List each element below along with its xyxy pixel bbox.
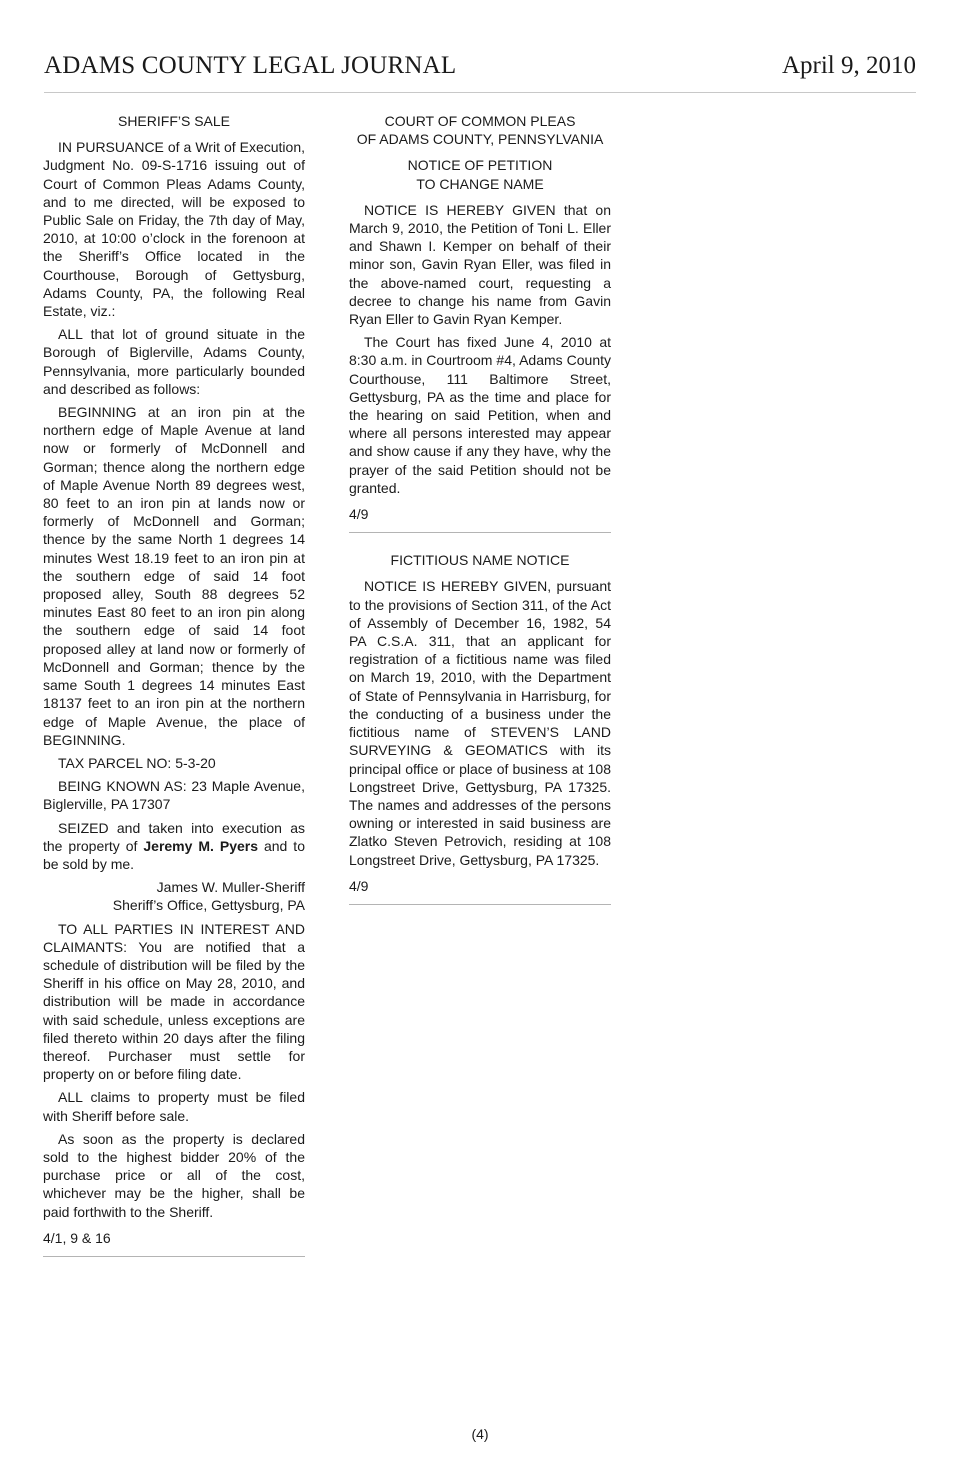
sheriff-sale-paragraph-description: BEGINNING at an iron pin at the northern edge of Maple Avenue at land now or formerly of McDonnell and Gorman; thence along the northern edge of Maple Avenue North 89 degrees west, 80 feet to an iron pin at lands now or formerly of McDonnell and Gorman; thence by the same North 1 degrees 14 minutes West 18.19 feet to an iron pin at the southern edge of said 14 foot proposed alley, South 88 degrees 52 minutes East 80 feet to an iron pin along the southern edge of said 14 foot proposed alley at land now or formerly of McDonnell and Gorman; thence by the same South 1 degrees 14 minutes East 18137 feet to an iron pin at the northern edge of Maple Avenue, the place of BEGINNING.	[43, 404, 305, 748]
sheriff-sale-payment-terms: As soon as the property is declared sold to the highest bidder 20% of the purchase price or all of the cost, whichever may be the higher, shall be paid forthwith to the Sheriff.	[43, 1130, 305, 1220]
fictitious-name-paragraph: NOTICE IS HEREBY GIVEN, pursuant to the provisions of Section 311, of the Act of Assembly of December 16, 1982, 54 PA C.S.A. 311, that an applicant for registration of a fictitious name was filed on March 19, 2010, with the Department of State of Pennsylvania in Harrisburg, for the conducting of a business under the fictitious name of STEVEN’S LAND SURVEYING & GEOMATICS with its principal office or place of business at 108 Longstreet Drive, Gettysburg, PA 17325. The names and addresses of the persons owning or interested in said business are Zlatko Steven Petrovich, residing at 108 Longstreet Drive, Gettysburg, PA 17325.	[349, 578, 611, 868]
seized-text-before: SEIZED and taken into execution as the property of	[43, 819, 305, 854]
page-header	[44, 52, 916, 93]
sheriff-sale-dates: 4/1, 9 & 16	[43, 1229, 111, 1246]
petition-date: 4/9	[349, 506, 369, 523]
defendant-name: Jeremy M. Pyers	[143, 837, 259, 854]
sheriff-sale-seized	[43, 819, 305, 874]
sheriff-sale-claims: ALL claims to property must be filed with Sheriff before sale.	[43, 1089, 305, 1124]
section-divider	[43, 1256, 305, 1257]
sheriff-office: Sheriff’s Office, Gettysburg, PA	[112, 897, 305, 914]
petition-title-line2: TO CHANGE NAME	[416, 175, 544, 192]
petition-paragraph-hearing: The Court has fixed June 4, 2010 at 8:30 a.m. in Courtroom #4, Adams County Courthouse, 111 Baltimore Street, Gettysburg, PA as the time and place for the hearing on said Petition, when and where all persons interested may appear and show cause if any they have, why the prayer of the said Petition should not be granted.	[349, 334, 611, 496]
sheriff-sale-paragraph-writ: IN PURSUANCE of a Writ of Execution, Judgment No. 09-S-1716 issuing out of Court of Common Pleas Adams County, and to me directed, will be exposed to Public Sale on Friday, the 7th day of May, 2010, at 10:00 o’clock in the forenoon at the Sheriff’s Office located in the Courthouse, Borough of Gettysburg, Adams County, PA, the following Real Estate, viz.:	[43, 139, 305, 320]
sheriff-name: James W. Muller-Sheriff	[156, 879, 305, 896]
section-divider	[349, 532, 611, 533]
court-heading-line1: COURT OF COMMON PLEAS	[384, 113, 576, 129]
fictitious-name-date: 4/9	[349, 877, 369, 894]
fictitious-name-title: FICTITIOUS NAME NOTICE	[390, 552, 570, 569]
sheriff-signature	[43, 878, 305, 914]
petition-title-line1: NOTICE OF PETITION	[407, 157, 553, 174]
left-column	[43, 112, 305, 1275]
issue-date: April 9, 2010	[781, 52, 916, 79]
sheriff-sale-paragraph-lot: ALL that lot of ground situate in the Borough of Biglerville, Adams County, Pennsylvania, more particularly bounded and described as follows:	[43, 326, 305, 397]
petition-title	[349, 156, 611, 192]
seized-text-after: and to be sold by me.	[43, 837, 305, 872]
page-number: (4)	[471, 1426, 489, 1442]
sheriff-sale-tax-parcel: TAX PARCEL NO: 5-3-20	[58, 754, 216, 771]
journal-title: ADAMS COUNTY LEGAL JOURNAL	[44, 52, 457, 79]
sheriff-sale-claimants-notice: TO ALL PARTIES IN INTEREST AND CLAIMANTS: You are notified that a schedule of distribution will be filed by the Sheriff in his office on May 28, 2010, and distribution will be made in accordance with said schedule, unless exceptions are filed thereto within 20 days after the filing thereof. Purchaser must settle for property on or before filing date.	[43, 920, 305, 1083]
court-heading-line2: OF ADAMS COUNTY, PENNSYLVANIA	[356, 131, 604, 148]
petition-paragraph-notice: NOTICE IS HEREBY GIVEN that on March 9, 2010, the Petition of Toni L. Eller and Shawn I. Kemper on behalf of their minor son, Gavin Ryan Eller, was filed in the above-named court, requesting a decree to change his name from Gavin Ryan Eller to Gavin Ryan Kemper.	[349, 201, 611, 328]
section-divider	[349, 904, 611, 905]
sheriff-sale-title: SHERIFF’S SALE	[117, 113, 231, 129]
court-heading	[349, 112, 611, 148]
sheriff-sale-known-as: BEING KNOWN AS: 23 Maple Avenue, Biglerville, PA 17307	[43, 778, 305, 813]
right-column	[349, 112, 611, 923]
